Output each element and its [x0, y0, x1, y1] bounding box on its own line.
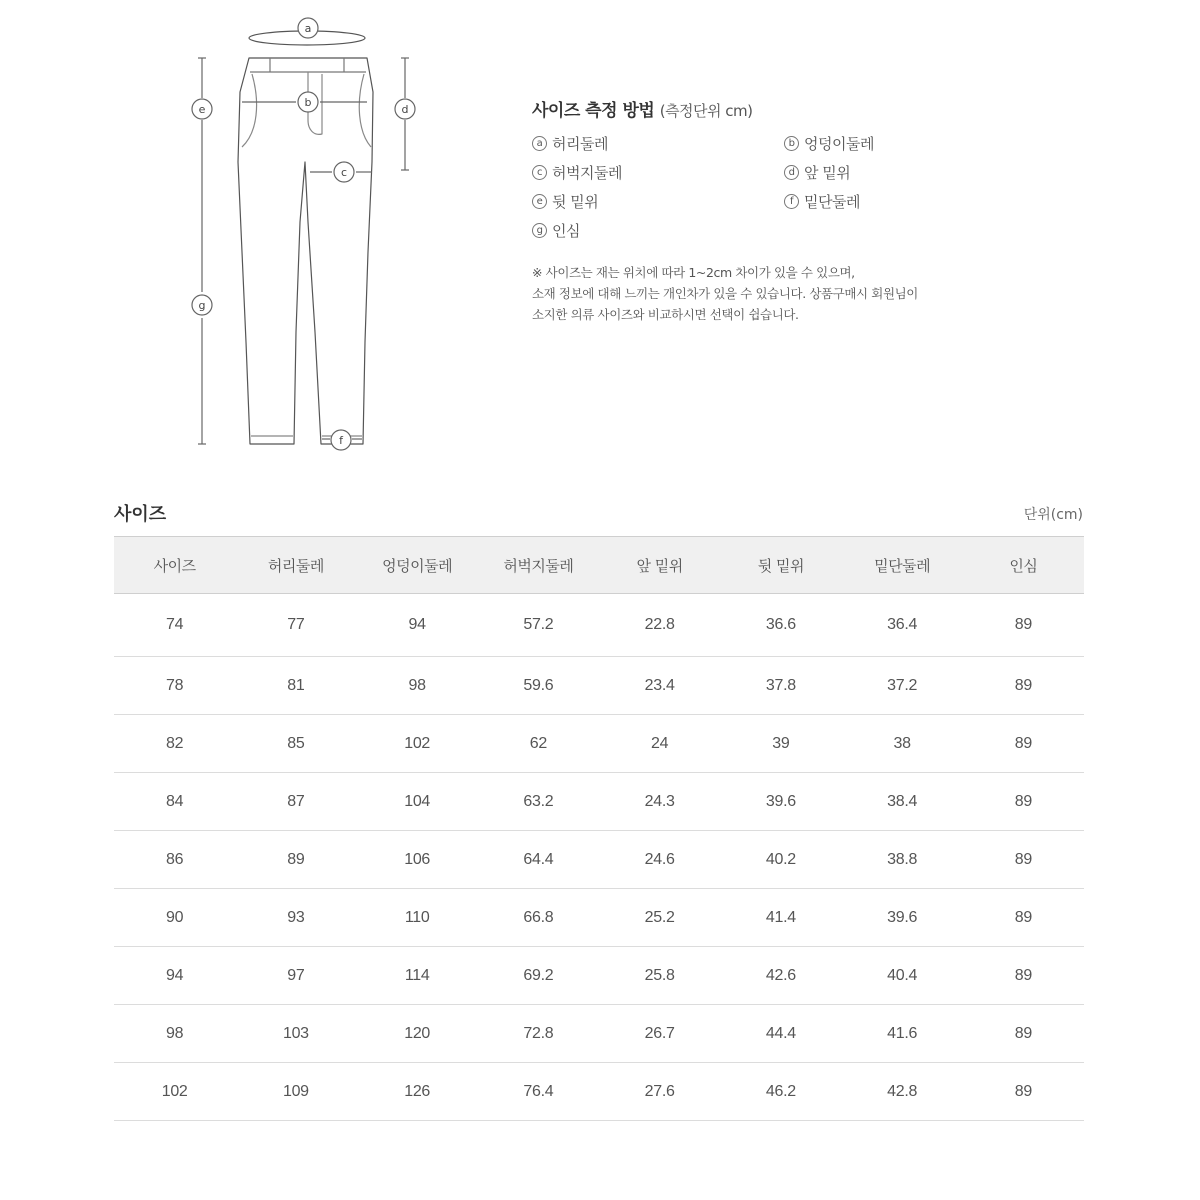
table-cell: 36.6 [720, 594, 841, 657]
table-row [114, 594, 1084, 657]
table-row [114, 1005, 1084, 1063]
guide-title-unit: (측정단위 cm) [659, 102, 753, 120]
column-header: 허벅지둘레 [478, 537, 599, 594]
legend-badge: b [784, 136, 799, 151]
table-cell: 24.3 [599, 773, 720, 831]
legend-badge: a [532, 136, 547, 151]
legend-badge: d [784, 165, 799, 180]
legend-label: 엉덩이둘레 [804, 134, 874, 153]
table-cell: 38.8 [842, 831, 963, 889]
table-cell: 106 [357, 831, 478, 889]
guide-title-text: 사이즈 측정 방법 [532, 101, 655, 121]
table-cell: 37.2 [842, 657, 963, 715]
marker-b-label: b [304, 96, 312, 109]
measurement-note [532, 262, 1092, 325]
table-cell: 25.8 [599, 947, 720, 1005]
table-row [114, 1063, 1084, 1121]
legend-item-back-rise [532, 191, 784, 211]
marker-a-label: a [304, 22, 312, 35]
table-cell: 66.8 [478, 889, 599, 947]
table-cell: 109 [235, 1063, 356, 1121]
table-cell: 94 [357, 594, 478, 657]
table-cell: 27.6 [599, 1063, 720, 1121]
table-cell: 86 [114, 831, 235, 889]
table-cell: 26.7 [599, 1005, 720, 1063]
size-table [114, 536, 1084, 1121]
column-header: 허리둘레 [235, 537, 356, 594]
table-row [114, 715, 1084, 773]
legend-label: 앞 밑위 [804, 163, 851, 182]
table-cell: 77 [235, 594, 356, 657]
table-cell: 114 [357, 947, 478, 1005]
table-cell: 102 [357, 715, 478, 773]
table-row [114, 831, 1084, 889]
column-header: 인심 [963, 537, 1084, 594]
legend-badge: c [532, 165, 547, 180]
legend-item-hip [784, 133, 1044, 153]
legend-label: 인심 [552, 221, 580, 240]
table-row [114, 773, 1084, 831]
table-cell: 46.2 [720, 1063, 841, 1121]
table-cell: 89 [963, 594, 1084, 657]
table-cell: 41.4 [720, 889, 841, 947]
table-cell: 93 [235, 889, 356, 947]
legend-badge: e [532, 194, 547, 209]
table-header-row [114, 537, 1084, 594]
table-cell: 102 [114, 1063, 235, 1121]
table-cell: 103 [235, 1005, 356, 1063]
table-cell: 44.4 [720, 1005, 841, 1063]
table-cell: 39.6 [720, 773, 841, 831]
table-cell: 110 [357, 889, 478, 947]
legend-item-inseam [532, 220, 784, 240]
measurement-guide [532, 96, 1092, 325]
size-section-title: 사이즈 [114, 504, 167, 525]
table-cell: 120 [357, 1005, 478, 1063]
column-header: 엉덩이둘레 [357, 537, 478, 594]
table-cell: 104 [357, 773, 478, 831]
marker-d-label: d [401, 103, 409, 116]
marker-g-label: g [198, 299, 206, 312]
marker-f-label: f [339, 434, 343, 447]
table-cell: 89 [963, 1063, 1084, 1121]
table-cell: 85 [235, 715, 356, 773]
pants-measurement-diagram [180, 12, 430, 462]
table-row [114, 947, 1084, 1005]
legend-badge: g [532, 223, 547, 238]
column-header: 밑단둘레 [842, 537, 963, 594]
column-header: 앞 밑위 [599, 537, 720, 594]
table-cell: 126 [357, 1063, 478, 1121]
table-cell: 63.2 [478, 773, 599, 831]
column-header: 사이즈 [114, 537, 235, 594]
table-cell: 25.2 [599, 889, 720, 947]
legend-label: 허리둘레 [552, 134, 608, 153]
table-cell: 42.8 [842, 1063, 963, 1121]
table-cell: 89 [963, 1005, 1084, 1063]
table-cell: 40.2 [720, 831, 841, 889]
table-cell: 39.6 [842, 889, 963, 947]
note-line: 소지한 의류 사이즈와 비교하시면 선택이 쉽습니다. [532, 307, 799, 322]
table-cell: 90 [114, 889, 235, 947]
table-cell: 41.6 [842, 1005, 963, 1063]
legend-label: 밑단둘레 [804, 192, 860, 211]
table-cell: 89 [963, 773, 1084, 831]
legend-item-thigh [532, 162, 784, 182]
table-cell: 24 [599, 715, 720, 773]
column-header: 뒷 밑위 [720, 537, 841, 594]
table-cell: 24.6 [599, 831, 720, 889]
table-cell: 81 [235, 657, 356, 715]
table-cell: 78 [114, 657, 235, 715]
table-cell: 89 [235, 831, 356, 889]
table-cell: 98 [114, 1005, 235, 1063]
table-cell: 69.2 [478, 947, 599, 1005]
marker-c-label: c [340, 166, 348, 179]
legend-badge: f [784, 194, 799, 209]
measurement-legend [532, 133, 1092, 240]
table-cell: 98 [357, 657, 478, 715]
table-cell: 82 [114, 715, 235, 773]
table-cell: 72.8 [478, 1005, 599, 1063]
table-cell: 57.2 [478, 594, 599, 657]
table-cell: 89 [963, 831, 1084, 889]
pants-outline [238, 58, 373, 444]
table-body [114, 594, 1084, 1121]
table-row [114, 889, 1084, 947]
table-cell: 76.4 [478, 1063, 599, 1121]
legend-label: 허벅지둘레 [552, 163, 622, 182]
table-cell: 89 [963, 947, 1084, 1005]
table-cell: 87 [235, 773, 356, 831]
table-cell: 42.6 [720, 947, 841, 1005]
marker-e-label: e [198, 103, 206, 116]
table-cell: 94 [114, 947, 235, 1005]
table-unit: 단위(cm) [1023, 507, 1083, 523]
table-cell: 37.8 [720, 657, 841, 715]
table-cell: 89 [963, 889, 1084, 947]
legend-item-front-rise [784, 162, 1044, 182]
note-line: 소재 정보에 대해 느끼는 개인차가 있을 수 있습니다. 상품구매시 회원님이 [532, 286, 918, 301]
legend-label: 뒷 밑위 [552, 192, 599, 211]
table-cell: 62 [478, 715, 599, 773]
table-cell: 97 [235, 947, 356, 1005]
table-cell: 23.4 [599, 657, 720, 715]
table-cell: 74 [114, 594, 235, 657]
table-cell: 89 [963, 715, 1084, 773]
table-cell: 38.4 [842, 773, 963, 831]
table-row [114, 657, 1084, 715]
legend-item-waist [532, 133, 784, 153]
table-cell: 39 [720, 715, 841, 773]
table-cell: 38 [842, 715, 963, 773]
legend-item-hem [784, 191, 1044, 211]
table-cell: 64.4 [478, 831, 599, 889]
table-cell: 22.8 [599, 594, 720, 657]
table-cell: 59.6 [478, 657, 599, 715]
note-line: ※ 사이즈는 재는 위치에 따라 1~2cm 차이가 있을 수 있으며, [532, 265, 855, 280]
table-cell: 36.4 [842, 594, 963, 657]
table-cell: 40.4 [842, 947, 963, 1005]
guide-title [532, 96, 1092, 121]
table-cell: 89 [963, 657, 1084, 715]
table-cell: 84 [114, 773, 235, 831]
